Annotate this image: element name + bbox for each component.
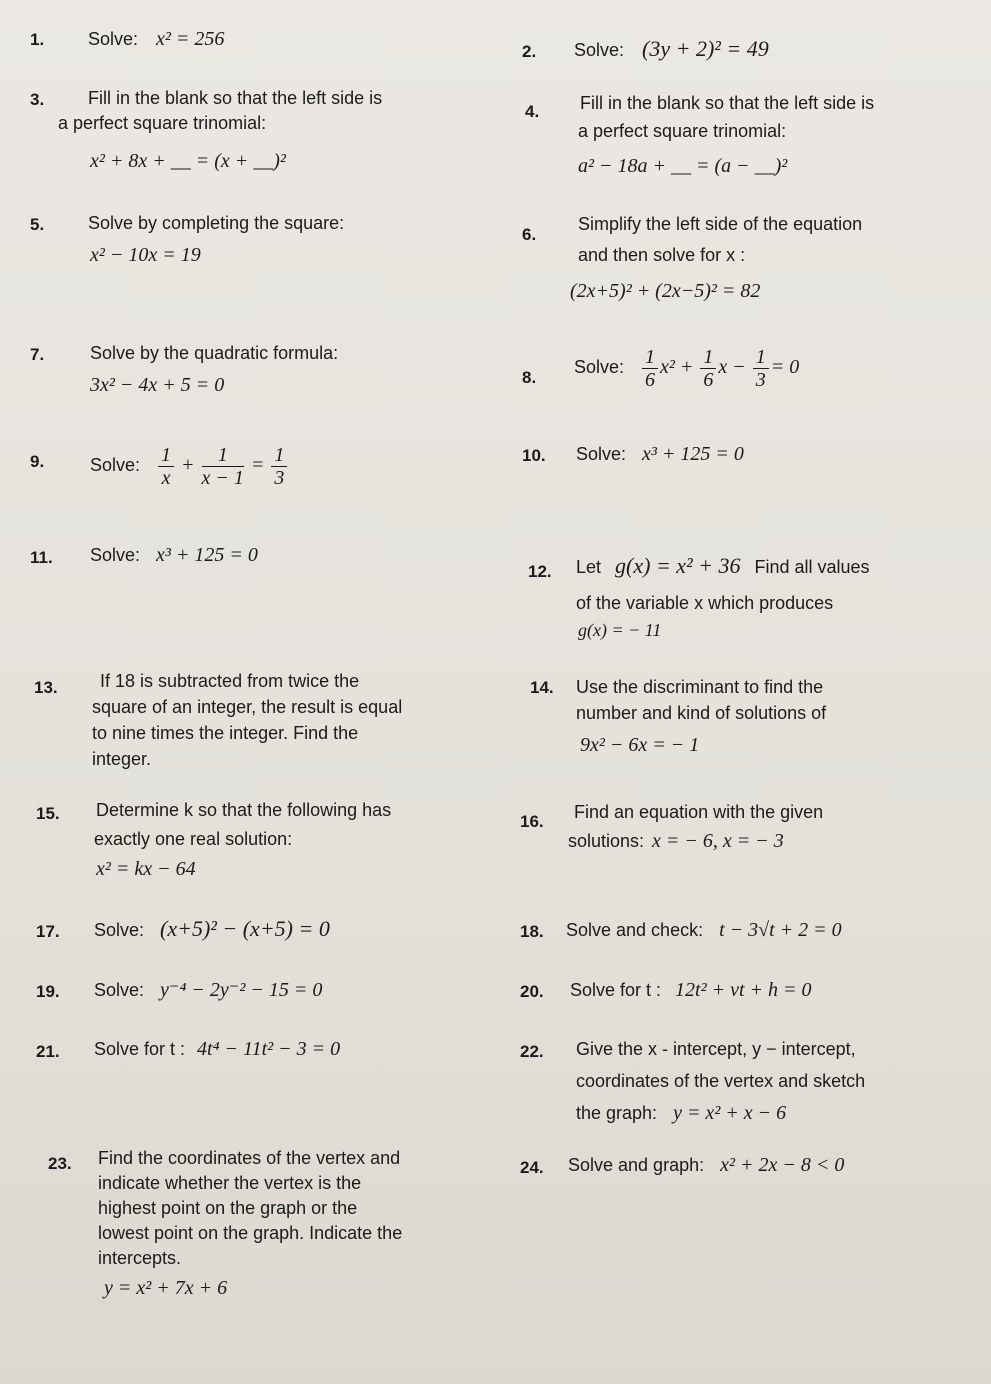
problem-16-line-1: Find an equation with the given: [574, 802, 824, 822]
problem-8-number: 8.: [522, 368, 537, 387]
problem-23-line-3: highest point on the graph or the: [98, 1198, 358, 1218]
problem-13-number: 13.: [34, 678, 58, 697]
problem-1: [88, 26, 224, 52]
problem-3-equation: x² + 8x + __ = (x + __)²: [90, 150, 286, 172]
problem-9-plus: +: [181, 454, 195, 477]
problem-1-equation: x² = 256: [156, 28, 225, 50]
problem-3-line-2: a perfect square trinomial:: [58, 113, 267, 133]
problem-23-line-2: indicate whether the vertex is the: [98, 1173, 362, 1193]
problem-24-instruction: Solve and graph:: [568, 1155, 705, 1175]
problem-6-number: 6.: [522, 225, 537, 244]
problem-2-instruction: Solve:: [574, 40, 625, 60]
problem-22-number: 22.: [520, 1042, 544, 1061]
problem-9-number: 9.: [30, 452, 45, 471]
problem-13-line-3: to nine times the integer. Find the: [92, 723, 359, 743]
problem-15-equation: x² = kx − 64: [96, 858, 196, 880]
problem-12-tail: Find all values: [754, 557, 870, 577]
problem-23-equation: y = x² + 7x + 6: [104, 1277, 228, 1299]
problem-9-fraction-2: $\frac{1}{x - 1}$: [201, 444, 244, 489]
problem-5-equation: x² − 10x = 19: [90, 244, 201, 266]
problem-10: [576, 441, 744, 467]
problem-10-number: 10.: [522, 446, 546, 465]
problem-13-line-1: If 18 is subtracted from twice the: [100, 671, 360, 691]
problem-8-fraction-3: $\frac{1}{3}$: [753, 346, 769, 391]
problem-4-number: 4.: [525, 102, 540, 121]
problem-7-number: 7.: [30, 345, 45, 364]
problem-1-number: 1.: [30, 30, 45, 49]
problem-18-instruction: Solve and check:: [566, 920, 704, 940]
problem-18-equation: t − 3√t + 2 = 0: [719, 919, 842, 941]
problem-3-number: 3.: [30, 90, 45, 109]
problem-19-equation: y⁻⁴ − 2y⁻² − 15 = 0: [160, 979, 323, 1001]
problem-20: [570, 977, 812, 1003]
problem-15-line-1: Determine k so that the following has: [96, 800, 392, 820]
problem-22-line-3: [576, 1100, 786, 1126]
problem-8-fraction-1: $\frac{1}{6}$: [642, 346, 658, 391]
problem-18: [566, 917, 842, 943]
problem-23-line-5: intercepts.: [98, 1248, 182, 1268]
problem-14-line-2: number and kind of solutions of: [576, 703, 827, 723]
problem-11: [90, 542, 258, 568]
problem-15-number: 15.: [36, 804, 60, 823]
problem-24-equation: x² + 2x − 8 < 0: [720, 1154, 845, 1176]
problem-8-term-3: = 0: [770, 356, 800, 379]
problem-6-line-1: Simplify the left side of the equation: [578, 214, 863, 234]
problem-12-line-1: [576, 553, 870, 580]
problem-7-instruction: Solve by the quadratic formula:: [90, 343, 339, 363]
problem-20-equation: 12t² + vt + h = 0: [675, 979, 812, 1001]
problem-12-equation: g(x) = − 11: [578, 620, 662, 640]
problem-22-graph-label: the graph:: [576, 1103, 658, 1123]
problem-17-instruction: Solve:: [94, 920, 145, 940]
problem-5-number: 5.: [30, 215, 45, 234]
problem-6-equation: (2x+5)² + (2x−5)² = 82: [570, 280, 761, 302]
problem-12-number: 12.: [528, 562, 552, 581]
problem-15-line-2: exactly one real solution:: [94, 829, 293, 849]
problem-17: [94, 916, 330, 943]
problem-23-line-1: Find the coordinates of the vertex and: [98, 1148, 401, 1168]
problem-11-instruction: Solve:: [90, 545, 141, 565]
problem-9-fraction-1: $\frac{1}{x}$: [158, 444, 174, 489]
problem-24: [568, 1152, 844, 1178]
problem-21-number: 21.: [36, 1042, 60, 1061]
problem-20-number: 20.: [520, 982, 544, 1001]
problem-21: [94, 1036, 340, 1062]
problem-17-number: 17.: [36, 922, 60, 941]
problem-3-line-1: Fill in the blank so that the left side is: [88, 88, 383, 108]
problem-8: [574, 346, 799, 391]
problem-19-instruction: Solve:: [94, 980, 145, 1000]
problem-10-instruction: Solve:: [576, 444, 627, 464]
problem-22-line-1: Give the x - intercept, y − intercept,: [576, 1039, 856, 1059]
problem-4-equation: a² − 18a + __ = (a − __)²: [578, 155, 788, 177]
problem-11-equation: x³ + 125 = 0: [156, 544, 258, 566]
problem-8-term-1: x² +: [660, 356, 694, 379]
problem-7-equation: 3x² − 4x + 5 = 0: [90, 374, 225, 396]
problem-17-equation: (x+5)² − (x+5) = 0: [160, 916, 330, 941]
problem-14-number: 14.: [530, 678, 554, 697]
problem-12-let: Let: [576, 557, 602, 577]
problem-20-instruction: Solve for t :: [570, 980, 662, 1000]
problem-4-line-1: Fill in the blank so that the left side is: [580, 93, 875, 113]
problem-11-number: 11.: [30, 548, 53, 567]
problem-19: [94, 977, 322, 1003]
problem-21-equation: 4t⁴ − 11t² − 3 = 0: [197, 1038, 341, 1060]
problem-2: [574, 36, 769, 63]
problem-23-number: 23.: [48, 1154, 72, 1173]
problem-8-instruction: Solve:: [574, 357, 625, 378]
problem-16-line-2: [568, 828, 784, 854]
problem-1-instruction: Solve:: [88, 29, 139, 49]
problem-22-equation: y = x² + x − 6: [673, 1102, 787, 1124]
problem-16-number: 16.: [520, 812, 544, 831]
problem-21-instruction: Solve for t :: [94, 1039, 186, 1059]
problem-9-equals: =: [250, 454, 265, 477]
problem-13-line-2: square of an integer, the result is equal: [92, 697, 403, 717]
problem-2-equation: (3y + 2)² = 49: [642, 36, 769, 61]
problem-9-instruction: Solve:: [90, 455, 141, 476]
problem-14-line-1: Use the discriminant to find the: [576, 677, 824, 697]
problem-8-fraction-2: $\frac{1}{6}$: [700, 346, 716, 391]
problem-22-line-2: coordinates of the vertex and sketch: [576, 1071, 866, 1091]
problem-4-line-2: a perfect square trinomial:: [578, 121, 787, 141]
problem-14-equation: 9x² − 6x = − 1: [580, 734, 700, 756]
problem-9-fraction-3: $\frac{1}{3}$: [271, 444, 287, 489]
problem-16-solutions-label: solutions:: [568, 831, 645, 851]
problem-12-line-2: of the variable x which produces: [576, 593, 834, 613]
problem-19-number: 19.: [36, 982, 60, 1001]
problem-13-line-4: integer.: [92, 749, 152, 769]
problem-6-line-2: and then solve for x :: [578, 245, 746, 265]
problem-18-number: 18.: [520, 922, 544, 941]
problem-23-line-4: lowest point on the graph. Indicate the: [98, 1223, 403, 1243]
problem-12-function: g(x) = x² + 36: [615, 553, 741, 578]
problem-8-term-2: x −: [718, 356, 746, 379]
problem-24-number: 24.: [520, 1158, 544, 1177]
problem-5-instruction: Solve by completing the square:: [88, 213, 345, 233]
problem-16-solutions: x = − 6, x = − 3: [652, 830, 784, 852]
problem-9: [90, 444, 289, 489]
problem-10-equation: x³ + 125 = 0: [642, 443, 744, 465]
problem-2-number: 2.: [522, 42, 537, 61]
